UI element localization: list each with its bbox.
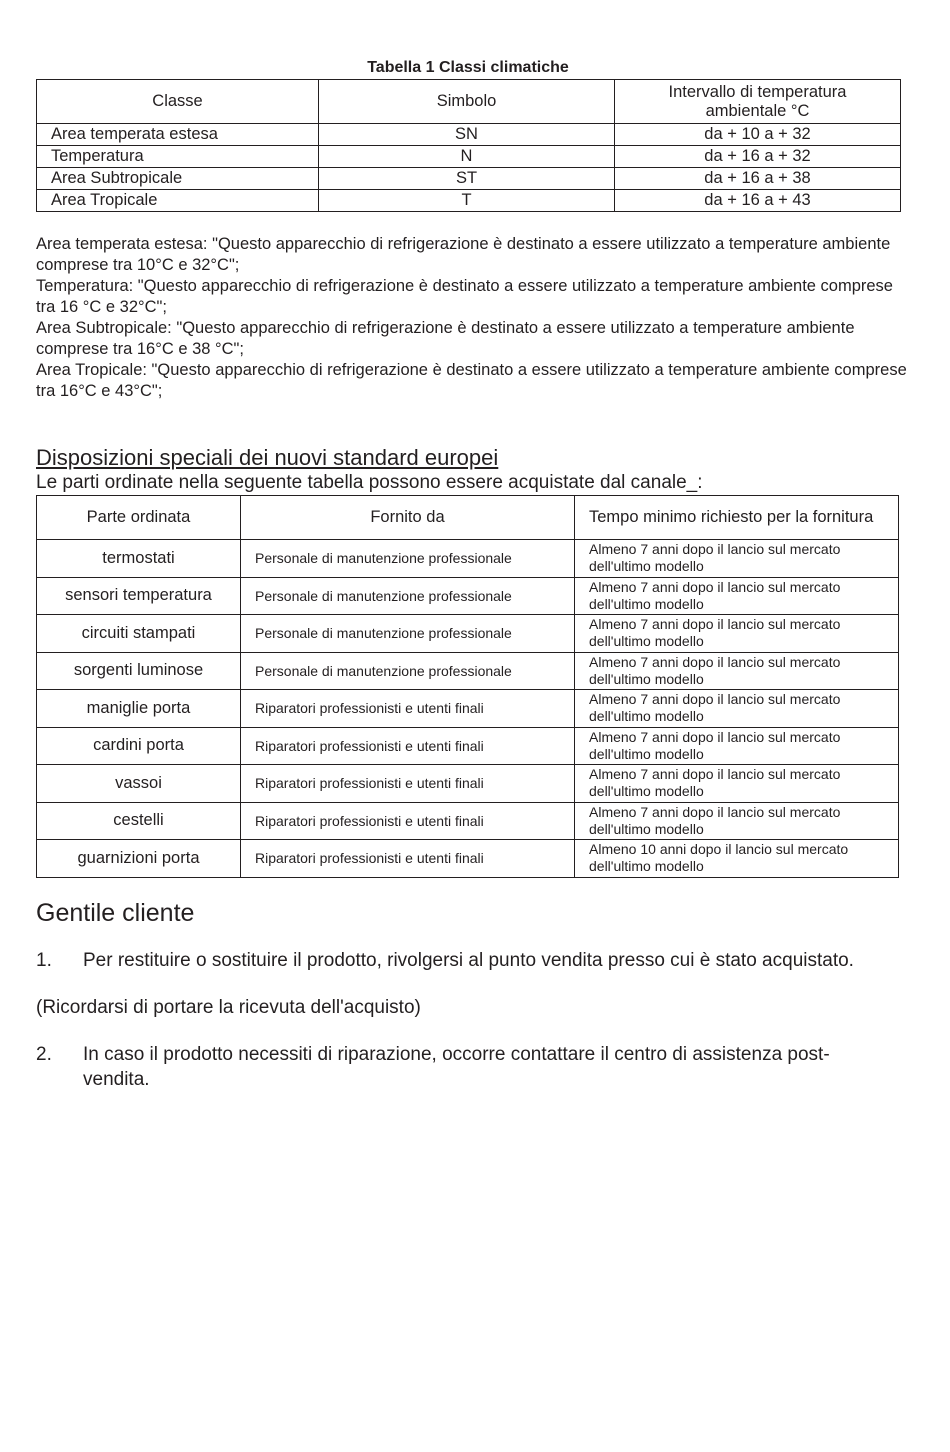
table-row xyxy=(37,802,899,840)
symbol-cell: T xyxy=(319,190,615,212)
class-cell: Area Tropicale xyxy=(37,190,319,212)
part-cell: cardini porta xyxy=(37,727,241,765)
table-row xyxy=(37,190,901,212)
climate-descriptions xyxy=(36,234,916,402)
part-cell: circuiti stampati xyxy=(37,615,241,653)
class-cell: Area temperata estesa xyxy=(37,124,319,146)
description-paragraph: Area Tropicale: "Questo apparecchio di refrigerazione è destinato a essere utilizzato a temperature ambiente comprese tra 16°C e 43°C"; xyxy=(36,361,907,400)
part-cell: maniglie porta xyxy=(37,690,241,728)
supplier-cell: Riparatori professionisti e utenti finali xyxy=(241,802,575,840)
part-cell: guarnizioni porta xyxy=(37,840,241,878)
header-cell: Simbolo xyxy=(319,80,615,124)
part-cell: termostati xyxy=(37,540,241,578)
part-cell: sensori temperatura xyxy=(37,577,241,615)
table-row xyxy=(37,124,901,146)
availability-cell: Almeno 10 anni dopo il lancio sul mercato dell'ultimo modello xyxy=(575,840,899,878)
header-cell: Fornito da xyxy=(241,496,575,540)
range-cell: da + 10 a + 32 xyxy=(615,124,901,146)
table-row xyxy=(37,168,901,190)
table-row xyxy=(37,727,899,765)
availability-cell: Almeno 7 anni dopo il lancio sul mercato dell'ultimo modello xyxy=(575,690,899,728)
table-row xyxy=(37,840,899,878)
supplier-cell: Personale di manutenzione professionale xyxy=(241,615,575,653)
class-cell: Temperatura xyxy=(37,146,319,168)
range-cell: da + 16 a + 43 xyxy=(615,190,901,212)
list-number: 2. xyxy=(36,1044,52,1065)
table-row xyxy=(37,652,899,690)
symbol-cell: SN xyxy=(319,124,615,146)
supplier-cell: Riparatori professionisti e utenti finali xyxy=(241,840,575,878)
table1-title: Tabella 1 Classi climatiche xyxy=(367,59,569,76)
customer-heading: Gentile cliente xyxy=(36,899,195,927)
availability-cell: Almeno 7 anni dopo il lancio sul mercato dell'ultimo modello xyxy=(575,615,899,653)
supplier-cell: Personale di manutenzione professionale xyxy=(241,577,575,615)
part-cell: vassoi xyxy=(37,765,241,803)
table-row xyxy=(37,615,899,653)
receipt-note: (Ricordarsi di portare la ricevuta dell'acquisto) xyxy=(36,996,421,1018)
list-text: In caso il prodotto necessiti di riparazione, occorre contattare il centro di assistenza post-vendita. xyxy=(83,1044,830,1090)
header-cell: Intervallo di temperatura ambientale °C xyxy=(615,80,901,124)
list-text: Per restituire o sostituire il prodotto, rivolgersi al punto vendita presso cui è stato acquistato. xyxy=(83,950,854,971)
section-subtitle: Le parti ordinate nella seguente tabella possono essere acquistate dal canale_: xyxy=(36,472,703,493)
supplier-cell: Riparatori professionisti e utenti finali xyxy=(241,727,575,765)
header-cell: Tempo minimo richiesto per la fornitura xyxy=(575,496,899,540)
customer-instructions xyxy=(36,949,896,1092)
list-item xyxy=(36,949,896,974)
header-cell: Parte ordinata xyxy=(37,496,241,540)
list-number: 1. xyxy=(36,950,52,971)
table-header-row xyxy=(37,496,899,540)
availability-cell: Almeno 7 anni dopo il lancio sul mercato dell'ultimo modello xyxy=(575,652,899,690)
table-row xyxy=(37,690,899,728)
header-cell: Classe xyxy=(37,80,319,124)
range-cell: da + 16 a + 32 xyxy=(615,146,901,168)
availability-cell: Almeno 7 anni dopo il lancio sul mercato dell'ultimo modello xyxy=(575,765,899,803)
availability-cell: Almeno 7 anni dopo il lancio sul mercato dell'ultimo modello xyxy=(575,577,899,615)
supplier-cell: Personale di manutenzione professionale xyxy=(241,652,575,690)
table-row xyxy=(37,765,899,803)
list-item xyxy=(36,1043,896,1092)
spare-parts-table xyxy=(36,495,899,878)
symbol-cell: ST xyxy=(319,168,615,190)
description-paragraph: Area Subtropicale: "Questo apparecchio di refrigerazione è destinato a essere utilizzato a temperature ambiente comprese tra 16°C e 38 °C"; xyxy=(36,319,855,358)
table-row xyxy=(37,146,901,168)
symbol-cell: N xyxy=(319,146,615,168)
supplier-cell: Personale di manutenzione professionale xyxy=(241,540,575,578)
section-title: Disposizioni speciali dei nuovi standard europei xyxy=(36,445,499,470)
description-paragraph: Area temperata estesa: "Questo apparecchio di refrigerazione è destinato a essere utilizzato a temperature ambiente comprese tra 10°C e 32°C"; xyxy=(36,235,891,274)
availability-cell: Almeno 7 anni dopo il lancio sul mercato dell'ultimo modello xyxy=(575,802,899,840)
table-row xyxy=(37,577,899,615)
class-cell: Area Subtropicale xyxy=(37,168,319,190)
range-cell: da + 16 a + 38 xyxy=(615,168,901,190)
supplier-cell: Riparatori professionisti e utenti finali xyxy=(241,765,575,803)
availability-cell: Almeno 7 anni dopo il lancio sul mercato dell'ultimo modello xyxy=(575,727,899,765)
part-cell: sorgenti luminose xyxy=(37,652,241,690)
supplier-cell: Riparatori professionisti e utenti finali xyxy=(241,690,575,728)
climate-classes-table xyxy=(36,79,901,212)
table-row xyxy=(37,540,899,578)
description-paragraph: Temperatura: "Questo apparecchio di refrigerazione è destinato a essere utilizzato a temperature ambiente comprese tra 16 °C e 32°C"; xyxy=(36,277,893,316)
part-cell: cestelli xyxy=(37,802,241,840)
availability-cell: Almeno 7 anni dopo il lancio sul mercato dell'ultimo modello xyxy=(575,540,899,578)
table-header-row xyxy=(37,80,901,124)
